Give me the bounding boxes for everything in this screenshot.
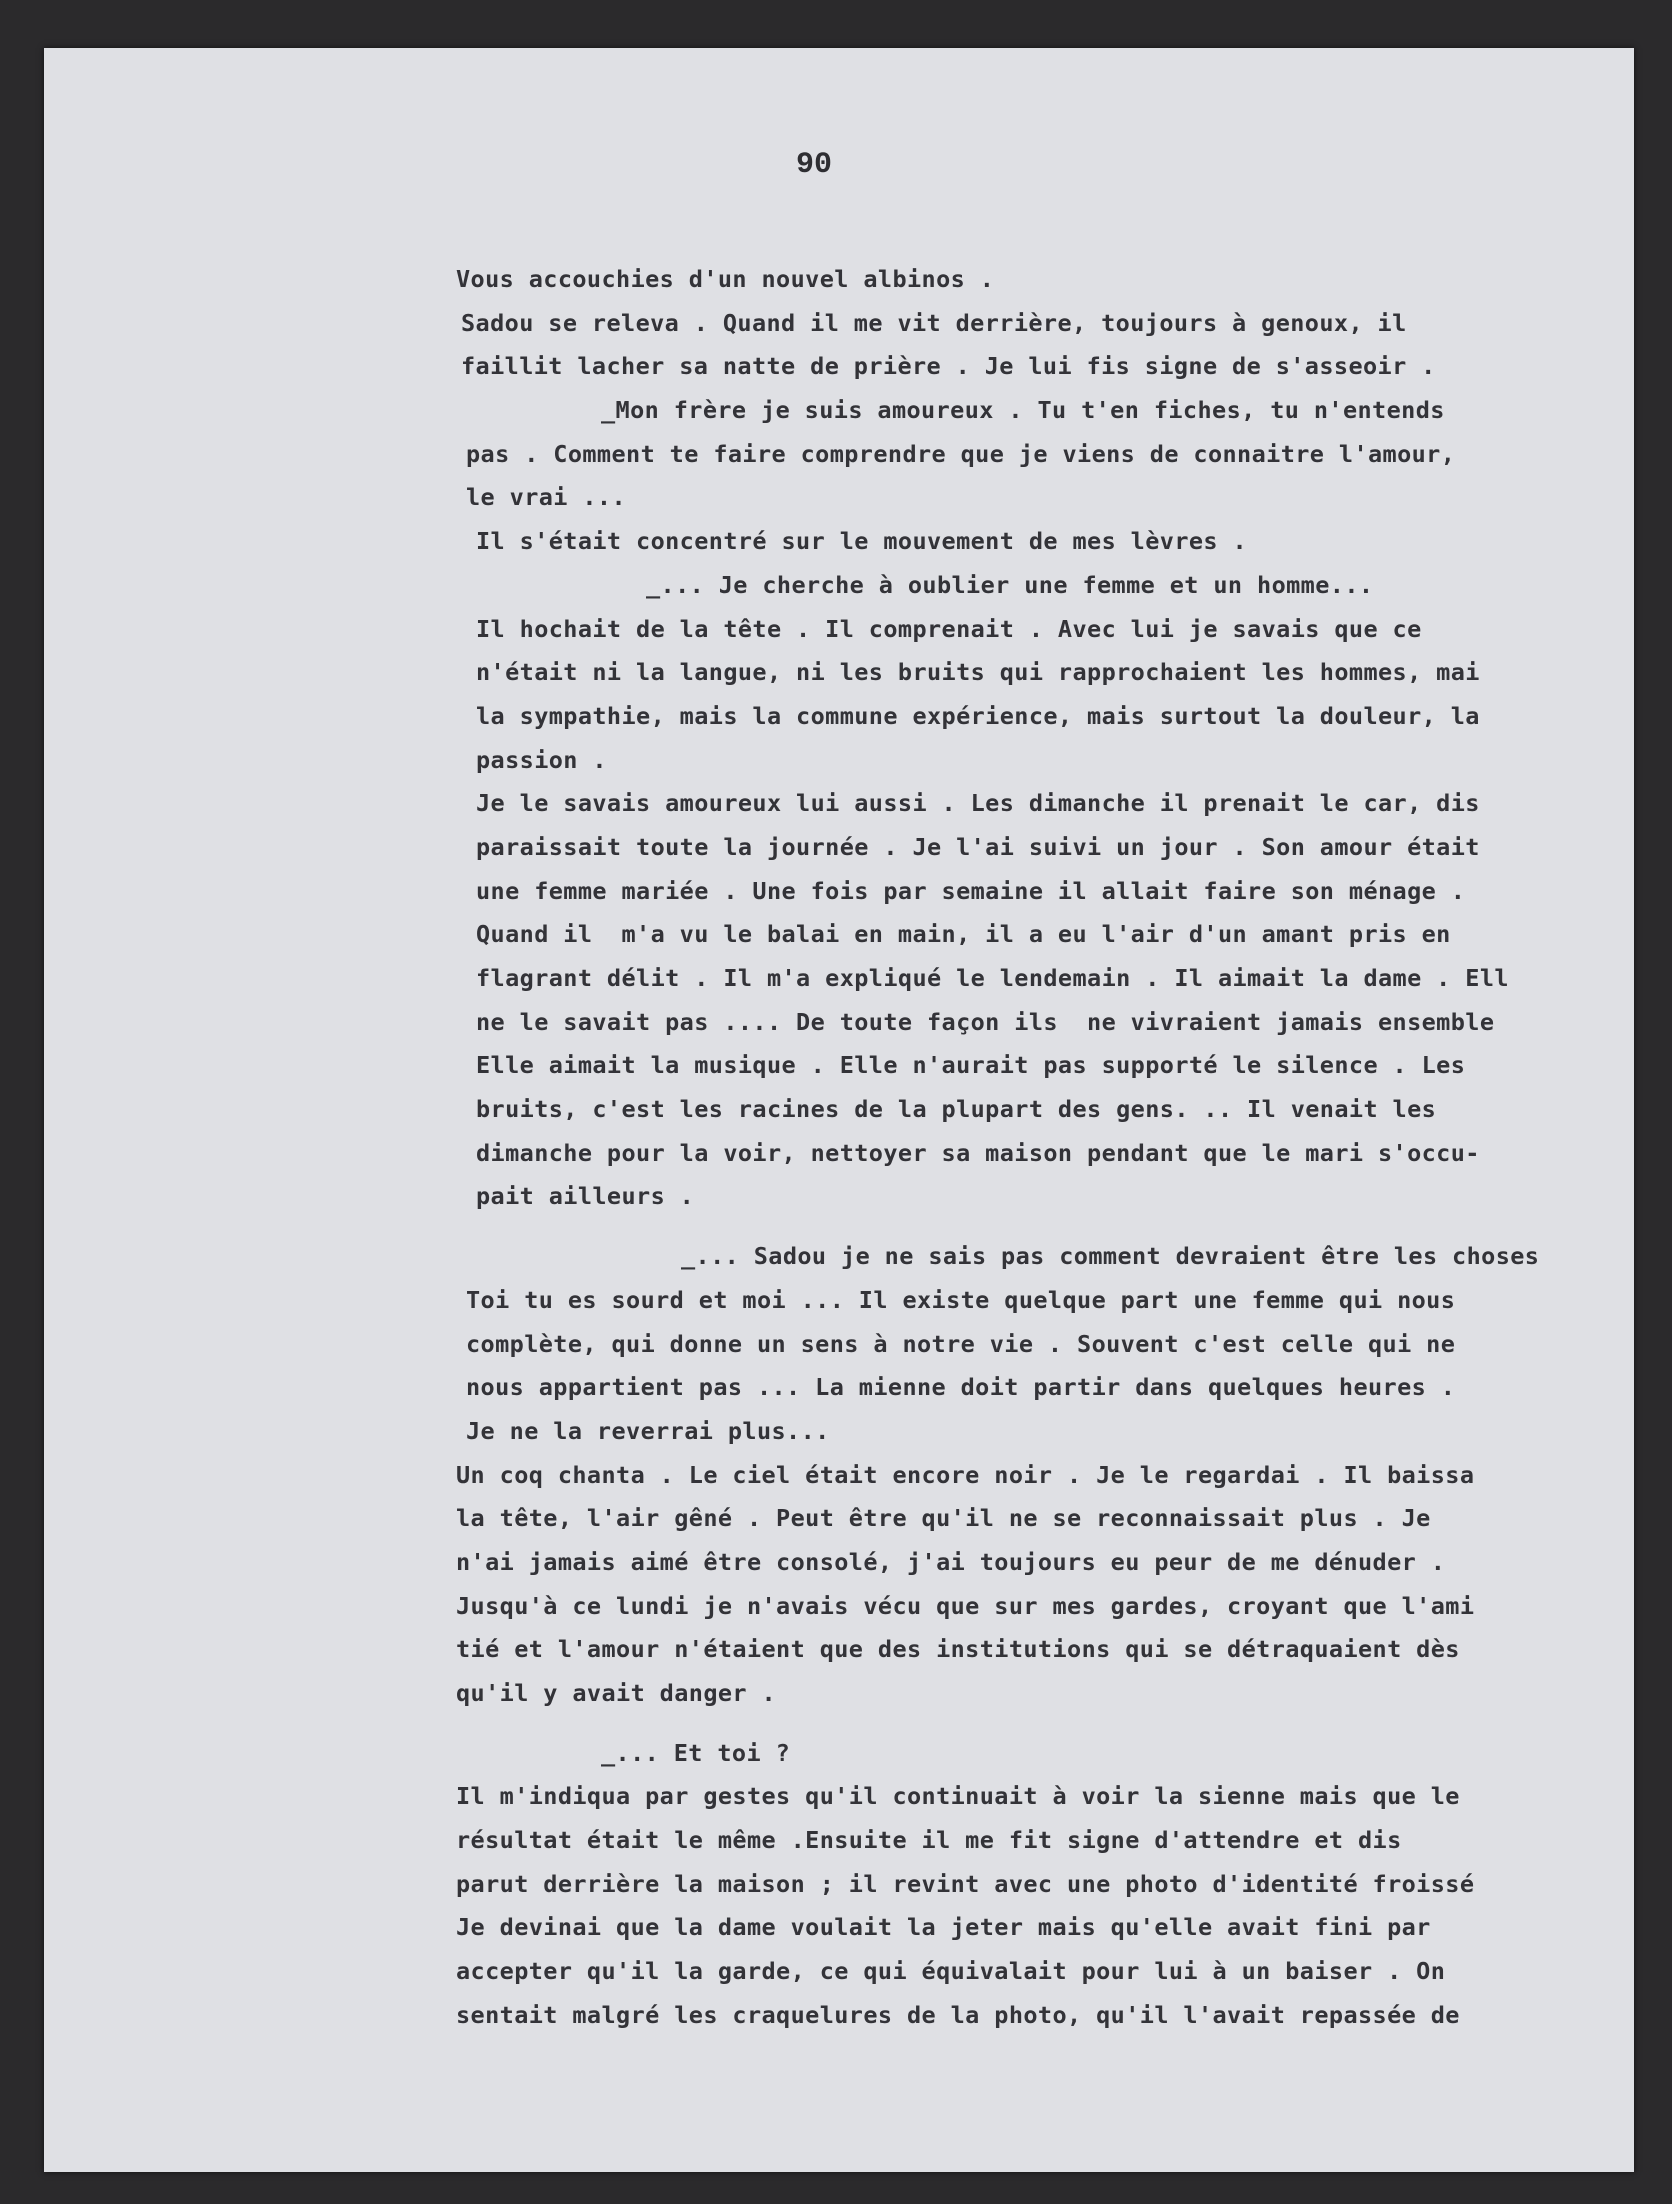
text-line: Je devinai que la dame voulait la jeter mais qu'elle avait fini par — [456, 1913, 1431, 1942]
text-line: Toi tu es sourd et moi ... Il existe quelque part une femme qui nous — [466, 1285, 1456, 1314]
dialogue-line: _... Et toi ? — [601, 1738, 791, 1767]
text-line: n'était ni la langue, ni les bruits qui rapprochaient les hommes, mai — [476, 658, 1480, 687]
text-line: Quand il m'a vu le balai en main, il a eu l'air d'un amant pris en — [476, 920, 1451, 949]
text-line: accepter qu'il la garde, ce qui équivalait pour lui à un baiser . On — [456, 1957, 1446, 1986]
text-line: paraissait toute la journée . Je l'ai suivi un jour . Son amour était — [476, 832, 1480, 861]
text-line: Elle aimait la musique . Elle n'aurait pas supporté le silence . Les — [476, 1051, 1466, 1080]
page-body-text — [456, 258, 1634, 2038]
text-line: la tête, l'air gêné . Peut être qu'il ne se reconnaissait plus . Je — [456, 1504, 1431, 1533]
text-line: Je le savais amoureux lui aussi . Les dimanche il prenait le car, dis — [476, 789, 1480, 818]
dialogue-line: _... Sadou je ne sais pas comment devraient être les choses — [681, 1242, 1540, 1271]
text-line: la sympathie, mais la commune expérience, mais surtout la douleur, la — [476, 701, 1480, 730]
text-line: tié et l'amour n'étaient que des institutions qui se détraquaient dès — [456, 1635, 1460, 1664]
text-line: parut derrière la maison ; il revint avec une photo d'identité froissé — [456, 1869, 1475, 1898]
page-number: 90 — [796, 148, 833, 182]
text-line: qu'il y avait danger . — [456, 1679, 777, 1707]
text-line: pait ailleurs . — [476, 1182, 695, 1211]
text-line: dimanche pour la voir, nettoyer sa maison pendant que le mari s'occu- — [476, 1138, 1480, 1167]
text-line: résultat était le même .Ensuite il me fit signe d'attendre et dis — [456, 1826, 1402, 1855]
text-line: Sadou se releva . Quand il me vit derrière, toujours à genoux, il — [461, 308, 1407, 337]
text-line: Je ne la reverrai plus... — [466, 1416, 830, 1445]
text-line: ne le savait pas .... De toute façon ils ne vivraient jamais ensemble — [476, 1007, 1495, 1036]
text-line: complète, qui donne un sens à notre vie . Souvent c'est celle qui ne — [466, 1329, 1456, 1358]
text-line: n'ai jamais aimé être consolé, j'ai toujours eu peur de me dénuder . — [456, 1547, 1446, 1576]
dialogue-line: _... Je cherche à oublier une femme et un homme... — [646, 570, 1374, 599]
text-line: pas . Comment te faire comprendre que je viens de connaitre l'amour, — [466, 439, 1456, 468]
text-line: nous appartient pas ... La mienne doit partir dans quelques heures . — [466, 1373, 1456, 1402]
text-line: une femme mariée . Une fois par semaine il allait faire son ménage . — [476, 876, 1466, 905]
text-line: Il s'était concentré sur le mouvement de mes lèvres . — [476, 527, 1248, 556]
text-line: Il hochait de la tête . Il comprenait . Avec lui je savais que ce — [476, 614, 1422, 643]
text-line: flagrant délit . Il m'a expliqué le lendemain . Il aimait la dame . Ell — [476, 964, 1509, 992]
typewritten-page — [44, 48, 1634, 2172]
text-line: Vous accouchies d'un nouvel albinos . — [456, 265, 995, 293]
text-line: le vrai ... — [466, 483, 627, 512]
text-line: passion . — [476, 745, 607, 774]
text-line: Il m'indiqua par gestes qu'il continuait à voir la sienne mais que le — [456, 1782, 1460, 1811]
dialogue-line: _Mon frère je suis amoureux . Tu t'en fiches, tu n'entends — [601, 396, 1445, 425]
text-line: Jusqu'à ce lundi je n'avais vécu que sur mes gardes, croyant que l'ami — [456, 1591, 1475, 1620]
text-line: bruits, c'est les racines de la plupart des gens. .. Il venait les — [476, 1095, 1437, 1124]
text-line: sentait malgré les craquelures de la photo, qu'il l'avait repassée de — [456, 2000, 1460, 2029]
text-line: faillit lacher sa natte de prière . Je lui fis signe de s'asseoir . — [461, 352, 1436, 381]
text-line: Un coq chanta . Le ciel était encore noir . Je le regardai . Il baissa — [456, 1460, 1475, 1489]
